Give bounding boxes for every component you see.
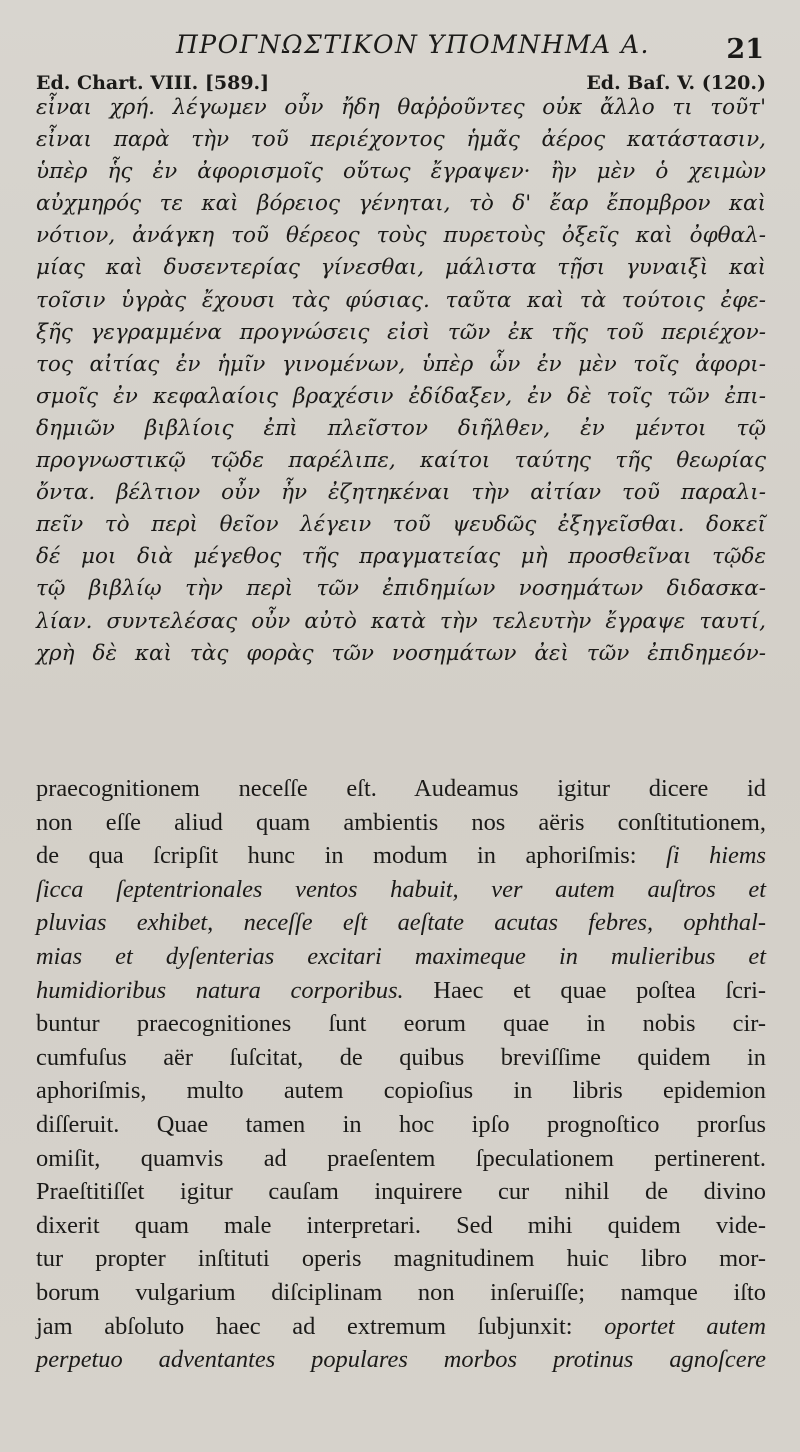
latin-italic-quote: ſi hiems — [666, 842, 766, 870]
latin-text-line — [36, 873, 766, 907]
greek-text-line: ξῆς γεγραμμένα προγνώσεις εἰσὶ τῶν ἐκ τῆς τοῦ περιέχον- — [36, 319, 766, 345]
running-title: ΠΡΟΓΝΩΣΤΙΚΟΝ ΥΠΟΜΝΗΜΑ Α. — [176, 30, 650, 59]
latin-text-segment: Haec et quae poſtea ſcri- — [403, 976, 766, 1004]
greek-text-line: μίας καὶ δυσεντερίας γίνεσθαι, μάλιστα τῇσι γυναιξὶ καὶ — [36, 255, 766, 281]
latin-text-line — [36, 1242, 766, 1276]
latin-text-segment: de qua ſcripſit hunc in modum in aphoriſmis: — [36, 842, 667, 870]
latin-text-block — [36, 772, 766, 1377]
latin-italic-quote: humidioribus natura corporibus. — [36, 976, 404, 1004]
edition-chartier-ref: Ed. Chart. VIII. [589.] — [36, 72, 270, 94]
greek-text-line: εἶναι παρὰ τὴν τοῦ περιέχοντος ἡμᾶς ἀέρος κατάστασιν, — [36, 127, 766, 153]
latin-text-segment: tur propter inſtituti operis magnitudinem huic libro mor- — [36, 1245, 766, 1273]
latin-text-segment: Praeſtitiſſet igitur cauſam inquirere cur nihil de divino — [36, 1178, 766, 1206]
greek-text-line: ὑπὲρ ἧς ἐν ἀφορισμοῖς οὕτως ἔγραψεν· ἢν μὲν ὁ χειμὼν — [36, 159, 766, 185]
latin-text-line — [36, 806, 766, 840]
latin-italic-quote: pluvias exhibet, neceſſe eſt aeſtate acutas febres, ophthal- — [36, 909, 766, 937]
latin-text-line — [36, 1142, 766, 1176]
latin-text-line — [36, 1310, 766, 1344]
latin-text-line — [36, 940, 766, 974]
latin-text-segment: diſſeruit. Quae tamen in hoc ipſo prognoſtico prorſus — [36, 1110, 766, 1138]
latin-text-line — [36, 1007, 766, 1041]
latin-text-line — [36, 1343, 766, 1377]
greek-text-line: δέ μοι διὰ μέγεθος τῆς πραγματείας μὴ προσθεῖναι τῷδε — [36, 544, 766, 570]
greek-text-line: τῷ βιβλίῳ τὴν περὶ τῶν ἐπιδημίων νοσημάτων διδασκα- — [36, 576, 766, 602]
latin-text-segment: non eſſe aliud quam ambientis nos aëris conſtitutionem, — [36, 808, 766, 836]
latin-text-segment: dixerit quam male interpretari. Sed mihi quidem vide- — [36, 1211, 766, 1239]
latin-italic-quote: ſicca ſeptentrionales ventos habuit, ver autem auſtros et — [36, 875, 766, 903]
greek-text-line: τοῖσιν ὑγρὰς ἔχουσι τὰς φύσιας. ταῦτα καὶ τὰ τούτοις ἐφε- — [36, 287, 766, 313]
latin-italic-quote: oportet autem — [604, 1312, 766, 1340]
greek-text-line: δημιῶν βιβλίοις ἐπὶ πλεῖστον διῆλθεν, ἐν μέντοι τῷ — [36, 415, 766, 441]
greek-text-line: αὐχμηρός τε καὶ βόρειος γένηται, τὸ δ' ἔαρ ἔπομβρον καὶ — [36, 191, 766, 217]
latin-text-segment: aphoriſmis, multo autem copioſius in libris epidemion — [36, 1077, 766, 1105]
latin-text-segment: praecognitionem neceſſe eſt. Audeamus igitur dicere id — [36, 775, 766, 802]
latin-text-line — [36, 1175, 766, 1209]
latin-text-segment: omiſit, quamvis ad praeſentem ſpeculationem pertinerent. — [36, 1144, 766, 1172]
greek-text-line: χρὴ δὲ καὶ τὰς φορὰς τῶν νοσημάτων ἀεὶ τῶν ἐπιδημεόν- — [36, 640, 766, 666]
latin-text-line — [36, 772, 766, 806]
latin-italic-quote: perpetuo adventantes populares morbos protinus agnoſcere — [36, 1346, 766, 1374]
greek-text-line: σμοῖς ἐν κεφαλαίοις βραχέσιν ἐδίδαξεν, ἐν δὲ τοῖς τῶν ἐπι- — [36, 383, 766, 409]
greek-text-line: εἶναι χρή. λέγωμεν οὖν ἤδη θαῤῥοῦντες οὐκ ἄλλο τι τοῦτ' — [36, 95, 766, 120]
latin-text-line — [36, 1276, 766, 1310]
greek-text-line: προγνωστικῷ τῷδε παρέλιπε, καίτοι ταύτης τῆς θεωρίας — [36, 448, 766, 474]
greek-text-line: τος αἰτίας ἐν ἡμῖν γινομένων, ὑπὲρ ὧν ἐν μὲν τοῖς ἀφορι- — [36, 351, 766, 377]
greek-text-line: ὄντα. βέλτιον οὖν ἦν ἐζητηκέναι τὴν αἰτίαν τοῦ παραλι- — [36, 480, 766, 506]
greek-text-line: νότιον, ἀνάγκη τοῦ θέρεος τοὺς πυρετοὺς ὀξεῖς καὶ ὀφθαλ- — [36, 223, 766, 249]
edition-basel-ref: Ed. Baſ. V. (120.) — [586, 72, 766, 94]
latin-text-segment: jam abſoluto haec ad extremum ſubjunxit: — [36, 1312, 605, 1340]
latin-text-line — [36, 1041, 766, 1075]
greek-text-block — [36, 92, 766, 670]
greek-text-line: πεῖν τὸ περὶ θεῖον λέγειν τοῦ ψευδῶς ἐξηγεῖσθαι. δοκεῖ — [36, 512, 766, 538]
latin-text-line — [36, 1108, 766, 1142]
page-number: 21 — [726, 34, 764, 65]
latin-text-segment: cumfuſus aër ſuſcitat, de quibus breviſſime quidem in — [36, 1043, 766, 1071]
latin-text-line — [36, 974, 766, 1008]
latin-text-line — [36, 906, 766, 940]
latin-text-line — [36, 1209, 766, 1243]
latin-text-segment: borum vulgarium diſciplinam non inſeruiſſe; namque iſto — [36, 1278, 766, 1306]
page-header — [36, 28, 772, 64]
greek-text-line: λίαν. συντελέσας οὖν αὐτὸ κατὰ τὴν τελευτὴν ἔγραψε ταυτί, — [36, 608, 766, 634]
latin-text-line — [36, 839, 766, 873]
latin-text-segment: buntur praecognitiones ſunt eorum quae in nobis cir- — [36, 1010, 766, 1038]
latin-text-line — [36, 1074, 766, 1108]
latin-italic-quote: mias et dyſenterias excitari maximeque in mulieribus et — [36, 942, 766, 970]
